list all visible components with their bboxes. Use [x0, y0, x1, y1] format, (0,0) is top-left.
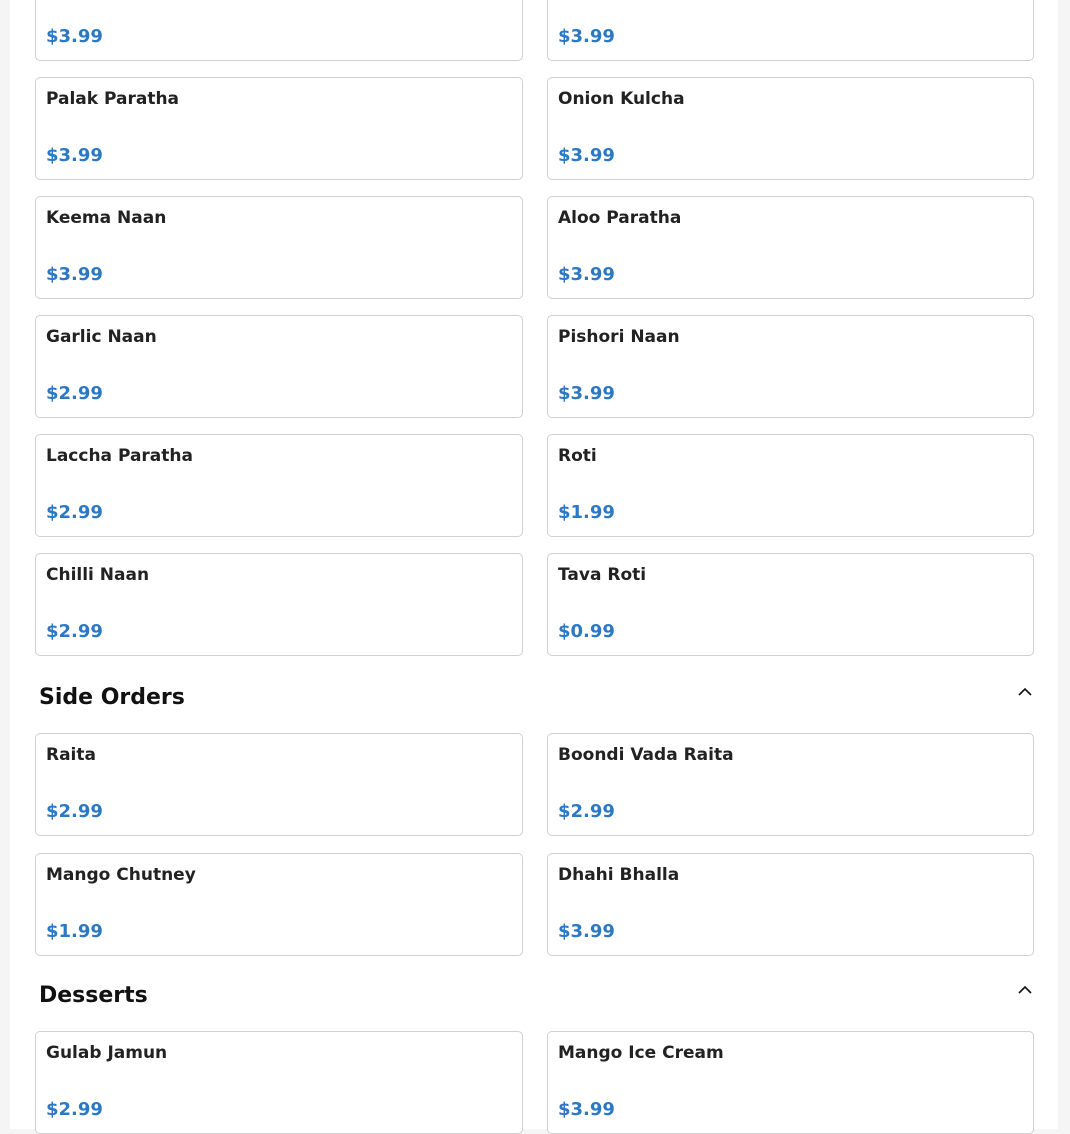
- menu-item-card[interactable]: [35, 77, 523, 180]
- item-name: Laccha Paratha: [46, 446, 193, 466]
- section-title: Desserts: [39, 983, 148, 1008]
- menu-item-card[interactable]: [35, 1031, 523, 1134]
- item-price: $1.99: [558, 502, 615, 523]
- side-orders-grid: [35, 733, 1034, 956]
- item-name: Mango Chutney: [46, 865, 196, 885]
- chevron-up-icon[interactable]: [1018, 687, 1032, 697]
- item-name: Dhahi Bhalla: [558, 865, 680, 885]
- item-name: Pishori Naan: [558, 327, 680, 347]
- item-price: $3.99: [558, 145, 615, 166]
- menu-item-card[interactable]: [547, 0, 1034, 61]
- section-header-side-orders[interactable]: [39, 685, 1034, 721]
- item-name: Onion Kulcha: [558, 89, 685, 109]
- menu-item-card[interactable]: [35, 434, 523, 537]
- item-name: Mango Ice Cream: [558, 1043, 724, 1063]
- menu-item-card[interactable]: [547, 1031, 1034, 1134]
- item-price: $3.99: [46, 145, 103, 166]
- item-name: Keema Naan: [46, 208, 167, 228]
- section-title: Side Orders: [39, 685, 185, 710]
- item-name: Tava Roti: [558, 565, 647, 585]
- item-name: Palak Paratha: [46, 89, 180, 109]
- item-price: $0.99: [558, 621, 615, 642]
- item-name: Chilli Naan: [46, 565, 150, 585]
- menu-item-card[interactable]: [547, 315, 1034, 418]
- item-price: $3.99: [558, 921, 615, 942]
- item-name: Gulab Jamun: [46, 1043, 168, 1063]
- breads-grid: [35, 0, 1034, 656]
- item-price: $2.99: [46, 502, 103, 523]
- item-price: $2.99: [558, 801, 615, 822]
- item-price: $2.99: [46, 621, 103, 642]
- item-name: Aloo Paratha: [558, 208, 682, 228]
- chevron-up-icon[interactable]: [1018, 985, 1032, 995]
- item-price: $3.99: [558, 383, 615, 404]
- menu-item-card[interactable]: [547, 733, 1034, 836]
- menu-item-card[interactable]: [547, 853, 1034, 956]
- menu-item-card[interactable]: [35, 553, 523, 656]
- item-price: $3.99: [558, 1099, 615, 1120]
- item-price: $3.99: [46, 264, 103, 285]
- item-price: $3.99: [558, 26, 615, 47]
- desserts-grid: [35, 1031, 1034, 1134]
- item-price: $1.99: [46, 921, 103, 942]
- menu-item-card[interactable]: [547, 553, 1034, 656]
- item-name: Roti: [558, 446, 597, 466]
- item-name: Garlic Naan: [46, 327, 157, 347]
- item-price: $3.99: [558, 264, 615, 285]
- menu-item-card[interactable]: [35, 0, 523, 61]
- item-price: $2.99: [46, 383, 103, 404]
- menu-page: [10, 0, 1058, 1129]
- menu-item-card[interactable]: [547, 196, 1034, 299]
- item-name: Raita: [46, 745, 96, 765]
- item-price: $2.99: [46, 801, 103, 822]
- section-header-desserts[interactable]: [39, 983, 1034, 1019]
- menu-item-card[interactable]: [35, 853, 523, 956]
- menu-item-card[interactable]: [35, 733, 523, 836]
- menu-item-card[interactable]: [35, 315, 523, 418]
- item-name: Boondi Vada Raita: [558, 745, 734, 765]
- item-price: $3.99: [46, 26, 103, 47]
- item-price: $2.99: [46, 1099, 103, 1120]
- menu-item-card[interactable]: [35, 196, 523, 299]
- menu-item-card[interactable]: [547, 77, 1034, 180]
- menu-item-card[interactable]: [547, 434, 1034, 537]
